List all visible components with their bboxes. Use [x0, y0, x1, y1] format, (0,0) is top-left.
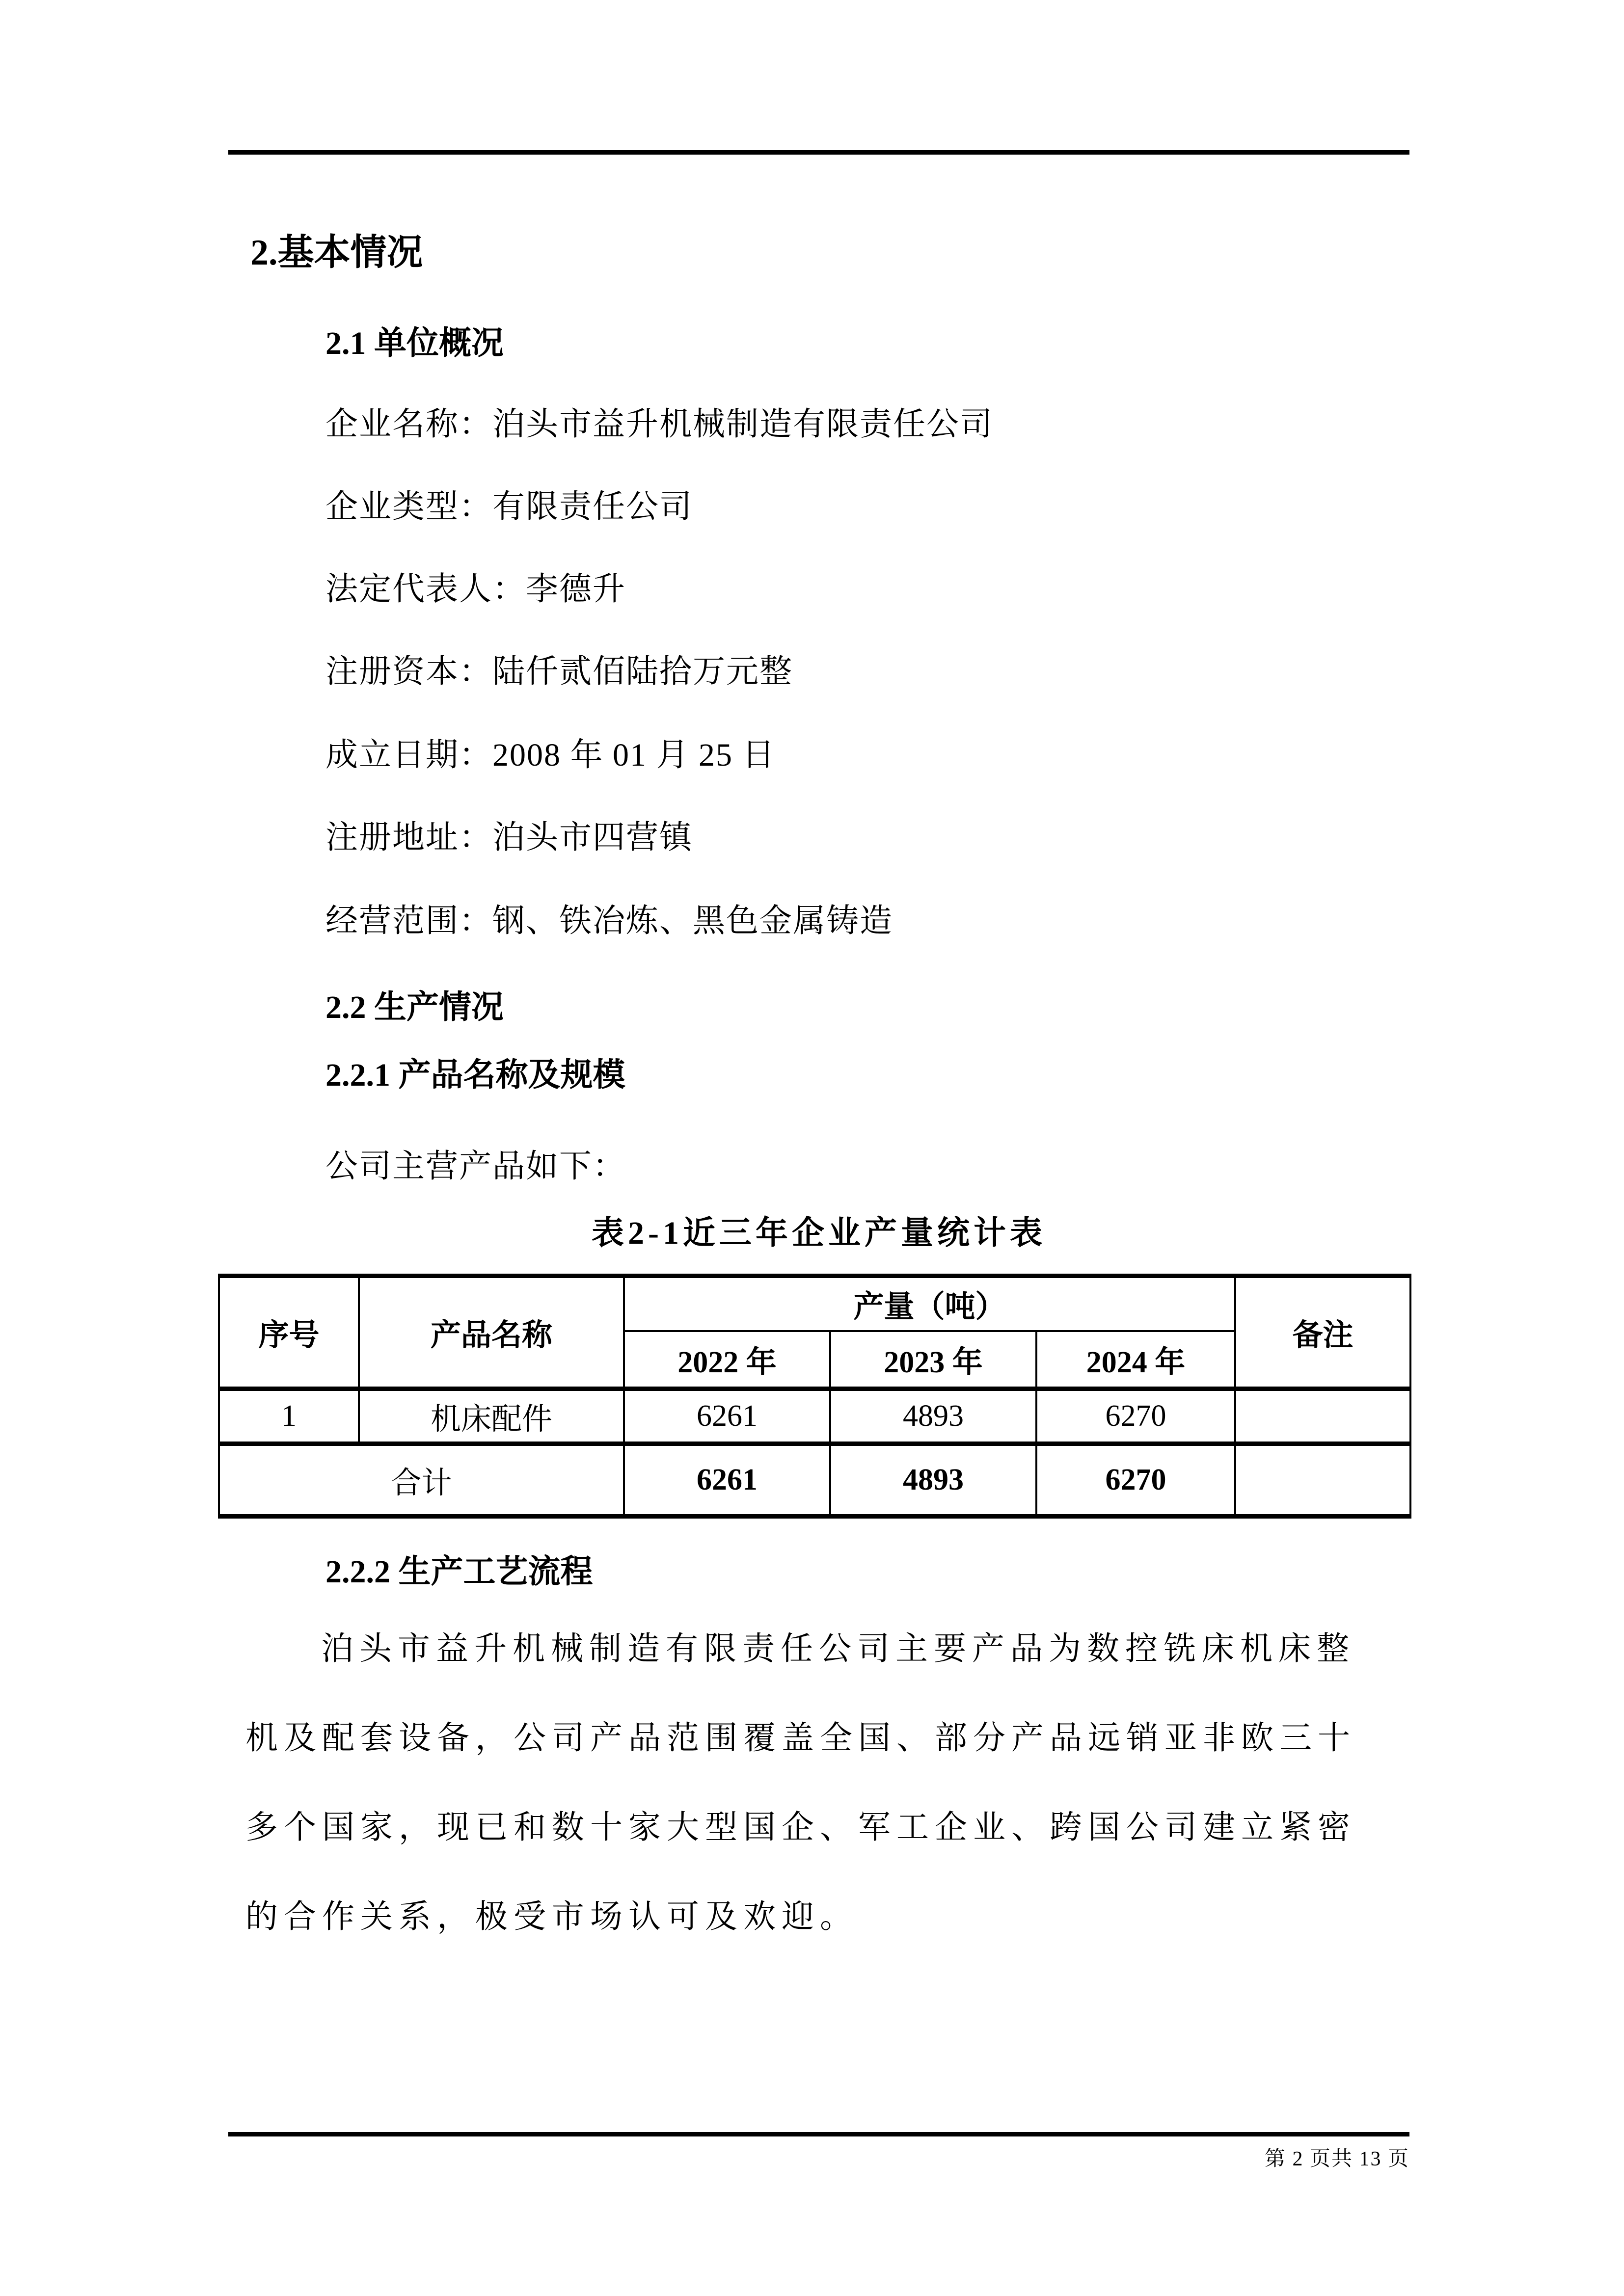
table-total-2023: 4893	[830, 1444, 1036, 1517]
table-header-output: 产量（吨）	[624, 1276, 1235, 1331]
intro-line: 公司主营产品如下：	[325, 1148, 626, 1184]
table-header-year-2023: 2023 年	[830, 1331, 1036, 1389]
section-heading-2-2-2: 2.2.2 生产工艺流程	[325, 1554, 593, 1590]
info-line-legal-rep: 法定代表人：李德升	[325, 571, 626, 607]
table-header-seq: 序号	[219, 1276, 359, 1389]
table-header-year-2024: 2024 年	[1036, 1331, 1235, 1389]
section-heading-2-2-1: 2.2.1 产品名称及规模	[325, 1057, 625, 1093]
paragraph-line: 泊头市益升机械制造有限责任公司主要产品为数控铣床机床整	[321, 1631, 1355, 1667]
table-header-year-2022: 2022 年	[624, 1331, 830, 1389]
info-line-business-scope: 经营范围：钢、铁冶炼、黑色金属铸造	[325, 903, 893, 939]
table-cell-seq: 1	[219, 1389, 359, 1444]
table-cell-2024: 6270	[1036, 1389, 1235, 1444]
table-cell-note	[1235, 1389, 1410, 1444]
table-total-2022: 6261	[624, 1444, 830, 1517]
info-line-company-type: 企业类型：有限责任公司	[325, 489, 693, 525]
table-total-2024: 6270	[1036, 1444, 1235, 1517]
table-caption: 表2-1近三年企业产量统计表	[592, 1215, 1046, 1251]
table-cell-2022: 6261	[624, 1389, 830, 1444]
table-cell-product: 机床配件	[359, 1389, 624, 1444]
header-rule	[228, 150, 1409, 155]
table-total-row	[219, 1444, 1410, 1517]
info-line-address: 注册地址：泊头市四营镇	[325, 820, 693, 855]
paragraph-line: 机及配套设备，公司产品范围覆盖全国、部分产品远销亚非欧三十	[245, 1720, 1356, 1756]
section-heading-2-1: 2.1 单位概况	[325, 325, 504, 361]
table-total-note	[1235, 1444, 1410, 1517]
info-line-company-name: 企业名称：泊头市益升机械制造有限责任公司	[325, 406, 993, 442]
table-row	[219, 1389, 1410, 1444]
info-line-founded-date: 成立日期：2008 年 01 月 25 日	[325, 737, 776, 773]
section-heading-2: 2.基本情况	[250, 233, 423, 273]
table-header-product: 产品名称	[359, 1276, 624, 1389]
footer-page-number: 第 2 页共 13 页	[1264, 2148, 1409, 2170]
section-heading-2-2: 2.2 生产情况	[325, 989, 504, 1025]
info-line-capital: 注册资本：陆仟贰佰陆拾万元整	[325, 654, 793, 690]
paragraph-line: 多个国家，现已和数十家大型国企、军工企业、跨国公司建立紧密	[245, 1810, 1356, 1845]
table-header-note: 备注	[1235, 1276, 1410, 1389]
footer-rule	[228, 2132, 1409, 2136]
table-total-label: 合计	[219, 1444, 624, 1517]
paragraph-line: 的合作关系，极受市场认可及欢迎。	[245, 1899, 858, 1935]
table-cell-2023: 4893	[830, 1389, 1036, 1444]
production-table	[218, 1274, 1411, 1519]
